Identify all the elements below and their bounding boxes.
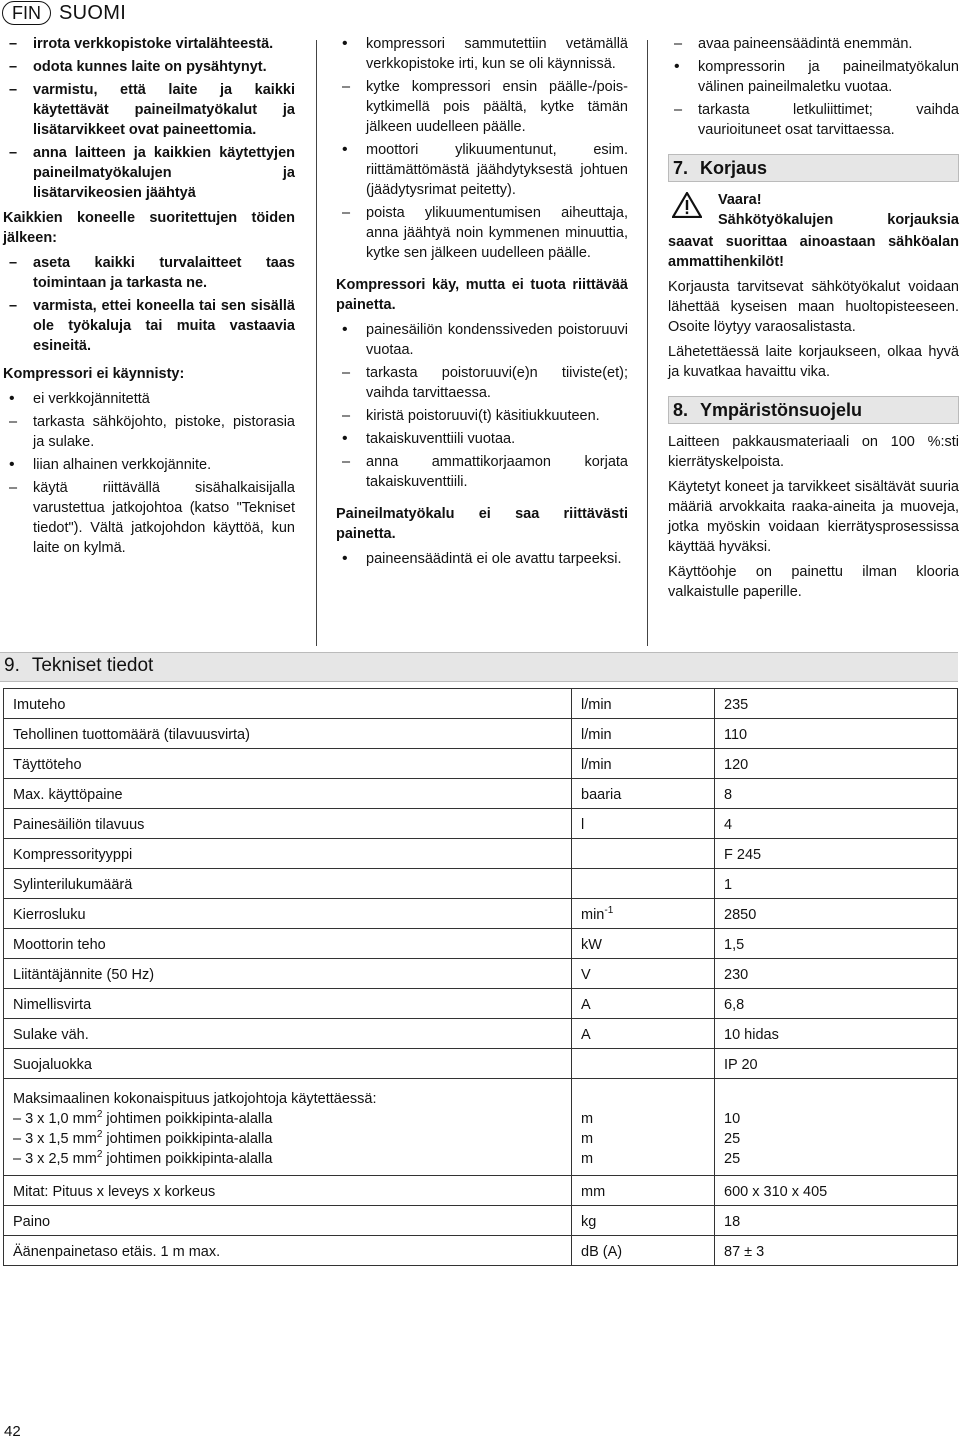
table-row: Tehollinen tuottomäärä (tilavuusvirta) l/min 110 [4, 719, 958, 749]
list-item: • moottori ylikuumentunut, esim. riittämättömästä jäähdytyksestä johtuen (jäädytysrimat peitetty). [336, 140, 628, 200]
list-item: – kytke kompressori ensin päälle-/pois-kytkimellä pois päältä, kytke tämän jälkeen uudelleen päälle. [336, 77, 628, 137]
list-item: – tarkasta letkuliittimet; vaihda vaurioituneet osat tarvittaessa. [668, 100, 959, 140]
table-row: Imuteho l/min 235 [4, 689, 958, 719]
page-header [0, 0, 126, 26]
paragraph: Käyttöohje on painettu ilman klooria valkaistulle paperille. [668, 564, 959, 600]
table-row: Max. käyttöpaine baaria 8 [4, 779, 958, 809]
column-1 [3, 34, 295, 561]
list-item: – poista ylikuumentumisen aiheuttaja, anna jäähtyä noin kymmenen minuuttia, kytke sen jälkeen uudelleen päälle. [336, 203, 628, 263]
table-row: Äänenpainetaso etäis. 1 m max. dB (A) 87 ± 3 [4, 1236, 958, 1266]
list-item: • painesäiliön kondenssiveden poistoruuvi vuotaa. [336, 320, 628, 360]
table-row: Kierrosluku $\min^{-1}$ 2850 [4, 899, 958, 929]
list-item: • paineensäädintä ei ole avattu tarpeeksi. [336, 549, 628, 569]
column-divider [647, 40, 648, 646]
table-row: Sulake väh. A 10 hidas [4, 1019, 958, 1049]
list-item: – varmistu, että laite ja kaikki käytettävät paineilmatyökalut ja lisätarvikkeet ovat paineettomia. [3, 80, 295, 140]
list-item: – varmista, ettei koneella tai sen sisällä ole työkaluja tai muita vastaavia esineitä. [3, 296, 295, 356]
list-item: • kompressori sammutettiin vetämällä verkkopistoke irti, kun se oli käynnissä. [336, 34, 628, 74]
language-code-badge: FIN [2, 1, 51, 25]
list-item: – anna ammattikorjaamon korjata takaiskuventtiili. [336, 452, 628, 492]
list-item: – tarkasta sähköjohto, pistoke, pistorasia ja sulake. [3, 412, 295, 452]
paragraph-heading: Paineilmatyökalu ei saa riittävästi painetta. [336, 506, 628, 542]
table-row: Paino kg 18 [4, 1206, 958, 1236]
paragraph-heading: Kompressori ei käynnisty: [3, 366, 185, 382]
paragraph: Korjausta tarvitsevat sähkötyökalut voidaan lähettää kyseisen maan huoltopisteeseen. Osoite löytyy varaosalistasta. [668, 279, 959, 335]
column-divider [316, 40, 317, 646]
section-heading-repair: 7. Korjaus [668, 154, 959, 182]
table-row: Suojaluokka IP 20 [4, 1049, 958, 1079]
list-item: – tarkasta poistoruuvi(e)n tiiviste(et); vaihda tarvittaessa. [336, 363, 628, 403]
list-item: • kompressorin ja paineilmatyökalun välinen paineilmaletku vuotaa. [668, 57, 959, 97]
table-row: Kompressorityyppi F 245 [4, 839, 958, 869]
list-item: – avaa paineensäädintä enemmän. [668, 34, 959, 54]
paragraph-heading: Kompressori käy, mutta ei tuota riittävää painetta. [336, 277, 628, 313]
table-row: Täyttöteho l/min 120 [4, 749, 958, 779]
table-row: Mitat: Pituus x leveys x korkeus mm 600 x 310 x 405 [4, 1176, 958, 1206]
table-row: Sylinterilukumäärä 1 [4, 869, 958, 899]
list-item: – irrota verkkopistoke virtalähteestä. [3, 34, 295, 54]
list-item: • liian alhainen verkkojännite. [3, 455, 295, 475]
table-row: Moottorin teho kW 1,5 [4, 929, 958, 959]
list-item: – anna laitteen ja kaikkien käytettyjen paineilmatyökalujen ja lisätarvikeosien jäähtyä [3, 143, 295, 203]
language-name: SUOMI [59, 2, 127, 24]
section-heading-environment: 8. Ympäristönsuojelu [668, 396, 959, 424]
section-heading-tech: 9. Tekniset tiedot [4, 655, 154, 676]
table-row: Nimellisvirta A 6,8 [4, 989, 958, 1019]
warning-triangle-icon [672, 192, 702, 224]
list-item: – aseta kaikki turvalaitteet taas toimintaan ja tarkasta ne. [3, 253, 295, 293]
paragraph-heading: Kaikkien koneelle suoritettujen töiden jälkeen: [3, 210, 295, 246]
list-item: • ei verkkojännitettä [3, 389, 295, 409]
list-item: – käytä riittävällä sisähalkaisijalla varustettua jatkojohtoa (katso "Tekniset tiedot"). Vältä jatkojohdon käyttöä, kun laite on kylmä. [3, 478, 295, 558]
warning-text: Sähkötyökalujen korjauksia [718, 212, 959, 228]
column-3 [668, 34, 959, 607]
table-row: Maksimaalinen kokonaispituus jatkojohtoja käytettäessä: – 3 x 1,0 $mm^2$ johtimen poikkipinta-alalla – 3 x 1,5 $mm^2$ johtimen poikkipinta-alalla – 3 x 2,5 $mm^2$ johtimen poikkipinta-alalla m m m 10 25 25 [4, 1079, 958, 1176]
warning-text: saavat suorittaa ainoastaan sähköalan ammattihenkilöt! [668, 234, 959, 270]
list-item: – odota kunnes laite on pysähtynyt. [3, 57, 295, 77]
table-row: Liitäntäjännite (50 Hz) V 230 [4, 959, 958, 989]
list-item: – kiristä poistoruuvi(t) käsitiukkuuteen. [336, 406, 628, 426]
paragraph: Lähetettäessä laite korjaukseen, olkaa hyvä ja kuvatkaa havaittu vika. [668, 344, 959, 380]
spec-table [3, 688, 958, 1266]
page-number: 42 [4, 1423, 21, 1440]
list-item: • takaiskuventtiili vuotaa. [336, 429, 628, 449]
table-row: Painesäiliön tilavuus l 4 [4, 809, 958, 839]
warning-block [668, 190, 959, 230]
column-2 [336, 34, 628, 572]
paragraph: Laitteen pakkausmateriaali on 100 %:sti kierrätyskelpoista. [668, 434, 959, 470]
warning-label: Vaara! [718, 192, 762, 208]
paragraph: Käytetyt koneet ja tarvikkeet sisältävät suuria määriä arvokkaita raaka-aineita ja muoveja, jotka myöskin voidaan kierrätysprosessissa käyttää hyväksi. [668, 479, 959, 555]
